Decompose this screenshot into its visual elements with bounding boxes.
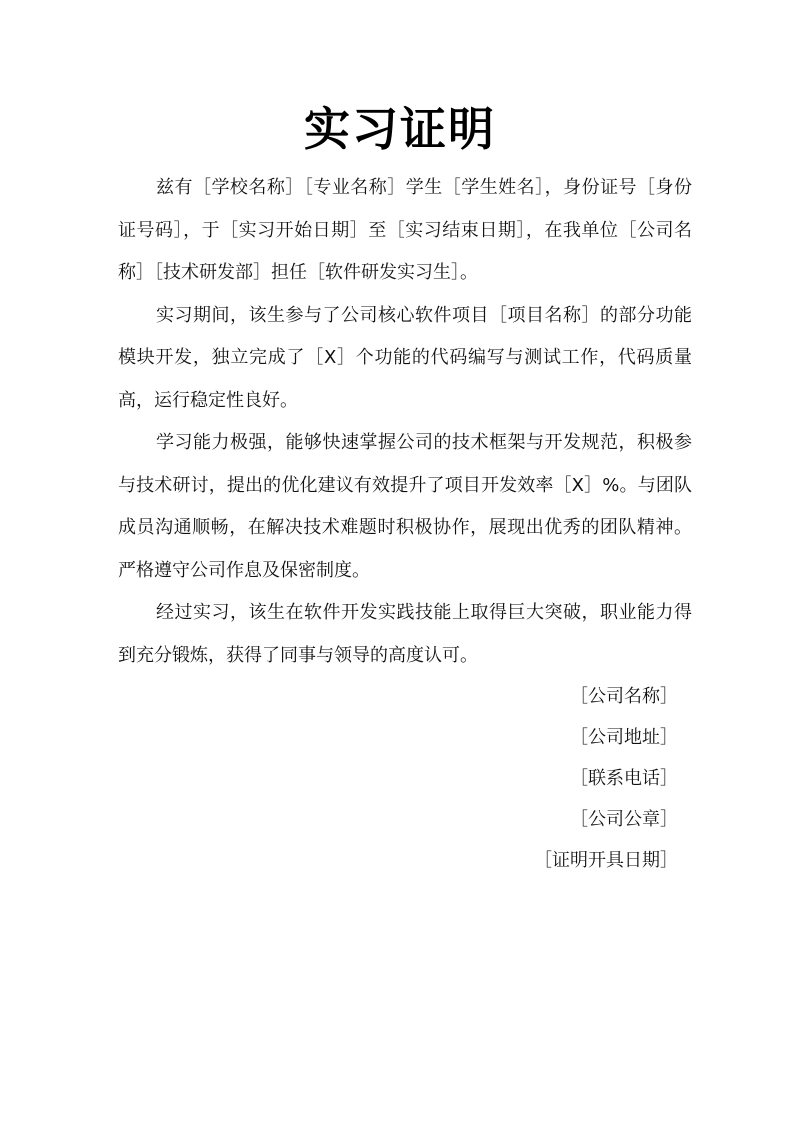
document-title: 实习证明 bbox=[304, 102, 496, 156]
signature-company-seal: ［公司公章］ bbox=[570, 809, 678, 830]
document-body bbox=[118, 167, 692, 677]
signature-company-address: ［公司地址］ bbox=[570, 727, 678, 748]
signature-issue-date: ［证明开具日期］ bbox=[534, 850, 678, 871]
paragraph-project-work: 实习期间，该生参与了公司核心软件项目［项目名称］的部分功能模块开发，独立完成了［X］个功能的代码编写与测试工作，代码质量高，运行稳定性良好。 bbox=[118, 304, 692, 411]
paragraph-performance: 学习能力极强，能够快速掌握公司的技术框架与开发规范，积极参与技术研讨，提出的优化建议有效提升了项目开发效率［X］%。与团队成员沟通顺畅，在解决技术难题时积极协作，展现出优秀的团队精神。严格遵守公司作息及保密制度。 bbox=[118, 432, 692, 581]
signature-company-name: ［公司名称］ bbox=[570, 686, 678, 707]
signature-contact-phone: ［联系电话］ bbox=[570, 768, 678, 789]
signature-block bbox=[358, 676, 678, 881]
paragraph-student-info: 兹有［学校名称］［专业名称］学生［学生姓名］，身份证号［身份证号码］，于［实习开始日期］至［实习结束日期］，在我单位［公司名称］［技术研发部］担任［软件研发实习生］。 bbox=[118, 177, 692, 283]
paragraph-conclusion: 经过实习，该生在软件开发实践技能上取得巨大突破，职业能力得到充分锻炼，获得了同事与领导的高度认可。 bbox=[118, 602, 692, 666]
